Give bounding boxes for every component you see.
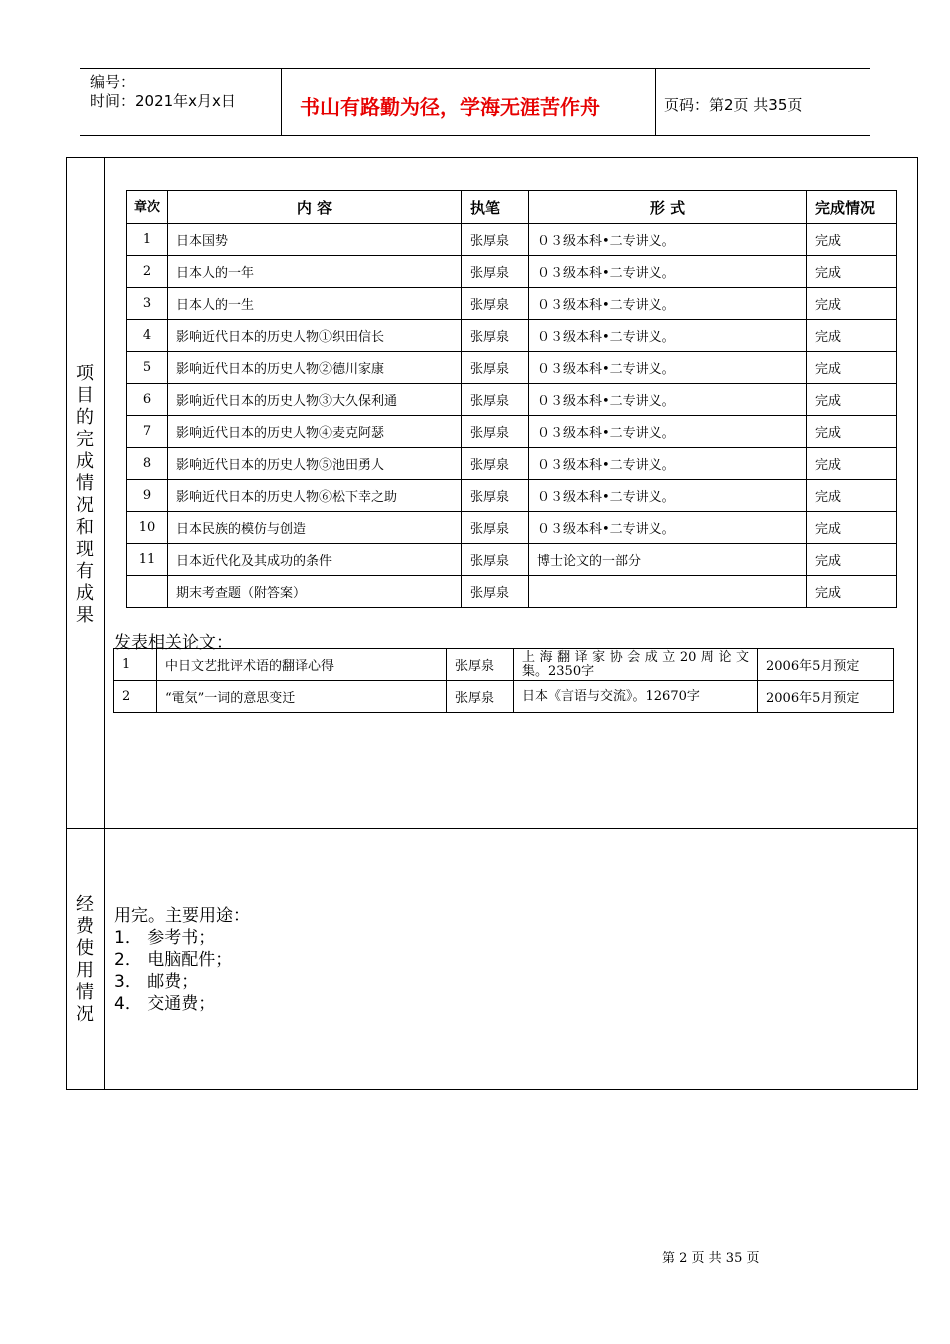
chapter-number: 6 [127,384,168,416]
chapter-author: 张厚泉 [462,352,529,384]
funds-item: 2． 电脑配件； [114,950,233,970]
chapter-author: 张厚泉 [462,480,529,512]
chapter-form: ０３级本科•二专讲义。 [529,256,807,288]
chapter-number: 2 [127,256,168,288]
chapter-form: ０３级本科•二专讲义。 [529,224,807,256]
chapter-status: 完成 [807,512,897,544]
chapter-content: 日本人的一年 [168,256,462,288]
paper-title: 中日文艺批评术语的翻译心得 [157,649,447,681]
chapter-content: 影响近代日本的历史人物③大久保利通 [168,384,462,416]
chapter-author: 张厚泉 [462,320,529,352]
chapter-form: ０３级本科•二专讲义。 [529,352,807,384]
chapter-content: 影响近代日本的历史人物⑥松下幸之助 [168,480,462,512]
table-row [127,288,897,320]
paper-venue [514,681,758,713]
chapter-status: 完成 [807,480,897,512]
label-column-divider [104,157,105,1090]
chapter-form: 博士论文的一部分 [529,544,807,576]
col-content: 内 容 [168,191,462,224]
col-chapter: 章次 [127,191,168,224]
paper-venue-line: 日本《言语与交流》。12670字 [522,688,700,704]
header-top-rule [80,68,870,69]
paper-venue [514,649,758,681]
chapter-status: 完成 [807,384,897,416]
paper-author: 张厚泉 [447,649,514,681]
chapter-status: 完成 [807,576,897,608]
chapter-status: 完成 [807,224,897,256]
chapter-content: 日本民族的模仿与创造 [168,512,462,544]
table-row [127,512,897,544]
paper-row [114,649,894,681]
chapter-author: 张厚泉 [462,416,529,448]
chapter-form [529,576,807,608]
chapter-number: 3 [127,288,168,320]
paper-venue-line: 上海翻译家协会成立20周论文 [522,649,749,665]
chapter-author: 张厚泉 [462,256,529,288]
chapter-status: 完成 [807,288,897,320]
chapter-number: 8 [127,448,168,480]
chapter-form: ０３级本科•二专讲义。 [529,512,807,544]
funds-intro: 用完。主要用途： [114,906,250,926]
col-author: 执笔 [462,191,529,224]
col-status: 完成情况 [807,191,897,224]
chapter-status: 完成 [807,352,897,384]
chapter-form: ０３级本科•二专讲义。 [529,480,807,512]
header-divider-right [655,68,656,136]
table-row [127,480,897,512]
chapter-number: 9 [127,480,168,512]
funds-content [114,905,250,1015]
document-time-label: 时间：2021年x月x日 [90,92,236,110]
table-row [127,544,897,576]
chapter-number: 1 [127,224,168,256]
header-divider-left [281,68,282,136]
header-bottom-rule [80,135,870,136]
chapter-author: 张厚泉 [462,544,529,576]
chapter-content: 影响近代日本的历史人物⑤池田勇人 [168,448,462,480]
chapter-author: 张厚泉 [462,384,529,416]
chapter-author: 张厚泉 [462,576,529,608]
chapter-number [127,576,168,608]
chapter-form: ０３级本科•二专讲义。 [529,288,807,320]
chapter-content: 日本近代化及其成功的条件 [168,544,462,576]
chapter-content: 影响近代日本的历史人物④麦克阿瑟 [168,416,462,448]
chapter-status: 完成 [807,320,897,352]
chapter-author: 张厚泉 [462,224,529,256]
paper-number: 1 [114,649,157,681]
chapter-form: ０３级本科•二专讲义。 [529,416,807,448]
chapter-status: 完成 [807,448,897,480]
page-footer: 第 2 页 共 35 页 [662,1251,760,1266]
chapter-content: 日本国势 [168,224,462,256]
chapter-table [126,190,897,608]
paper-author: 张厚泉 [447,681,514,713]
paper-row [114,681,894,713]
chapter-status: 完成 [807,256,897,288]
chapter-content: 日本人的一生 [168,288,462,320]
chapter-status: 完成 [807,544,897,576]
chapter-author: 张厚泉 [462,288,529,320]
header-motto: 书山有路勤为径，学海无涯苦作舟 [300,95,600,119]
paper-date: 2006年5月预定 [758,649,894,681]
results-section-label: 项 目 的 完 成 情 况 和 现 有 成 果 [76,363,94,626]
table-row [127,576,897,608]
funds-item: 1． 参考书； [114,928,216,948]
table-row [127,416,897,448]
col-form: 形 式 [529,191,807,224]
papers-table [113,648,894,713]
table-row [127,320,897,352]
chapter-content: 期末考查题（附答案） [168,576,462,608]
table-row [127,224,897,256]
chapter-author: 张厚泉 [462,512,529,544]
funds-item: 4． 交通费； [114,994,216,1014]
chapter-status: 完成 [807,416,897,448]
table-row [127,448,897,480]
papers-heading: 发表相关论文： [114,633,233,653]
paper-date: 2006年5月预定 [758,681,894,713]
chapter-number: 5 [127,352,168,384]
chapter-number: 7 [127,416,168,448]
chapter-number: 11 [127,544,168,576]
chapter-form: ０３级本科•二专讲义。 [529,320,807,352]
paper-venue-line: 集。2350字 [522,663,595,679]
chapter-number: 4 [127,320,168,352]
chapter-content: 影响近代日本的历史人物①织田信长 [168,320,462,352]
document-number-label: 编号： [90,73,136,91]
chapter-form: ０３级本科•二专讲义。 [529,448,807,480]
chapter-author: 张厚泉 [462,448,529,480]
funds-item: 3． 邮费； [114,972,199,992]
chapter-table-header [127,191,897,224]
chapter-content: 影响近代日本的历史人物②德川家康 [168,352,462,384]
header-page-label: 页码：第2页 共35页 [664,96,803,114]
paper-title: “電気”一词的意思变迁 [157,681,447,713]
chapter-form: ０３级本科•二专讲义。 [529,384,807,416]
paper-number: 2 [114,681,157,713]
table-row [127,352,897,384]
table-row [127,384,897,416]
funds-section-label: 经 费 使 用 情 况 [76,894,94,1025]
table-row [127,256,897,288]
chapter-number: 10 [127,512,168,544]
